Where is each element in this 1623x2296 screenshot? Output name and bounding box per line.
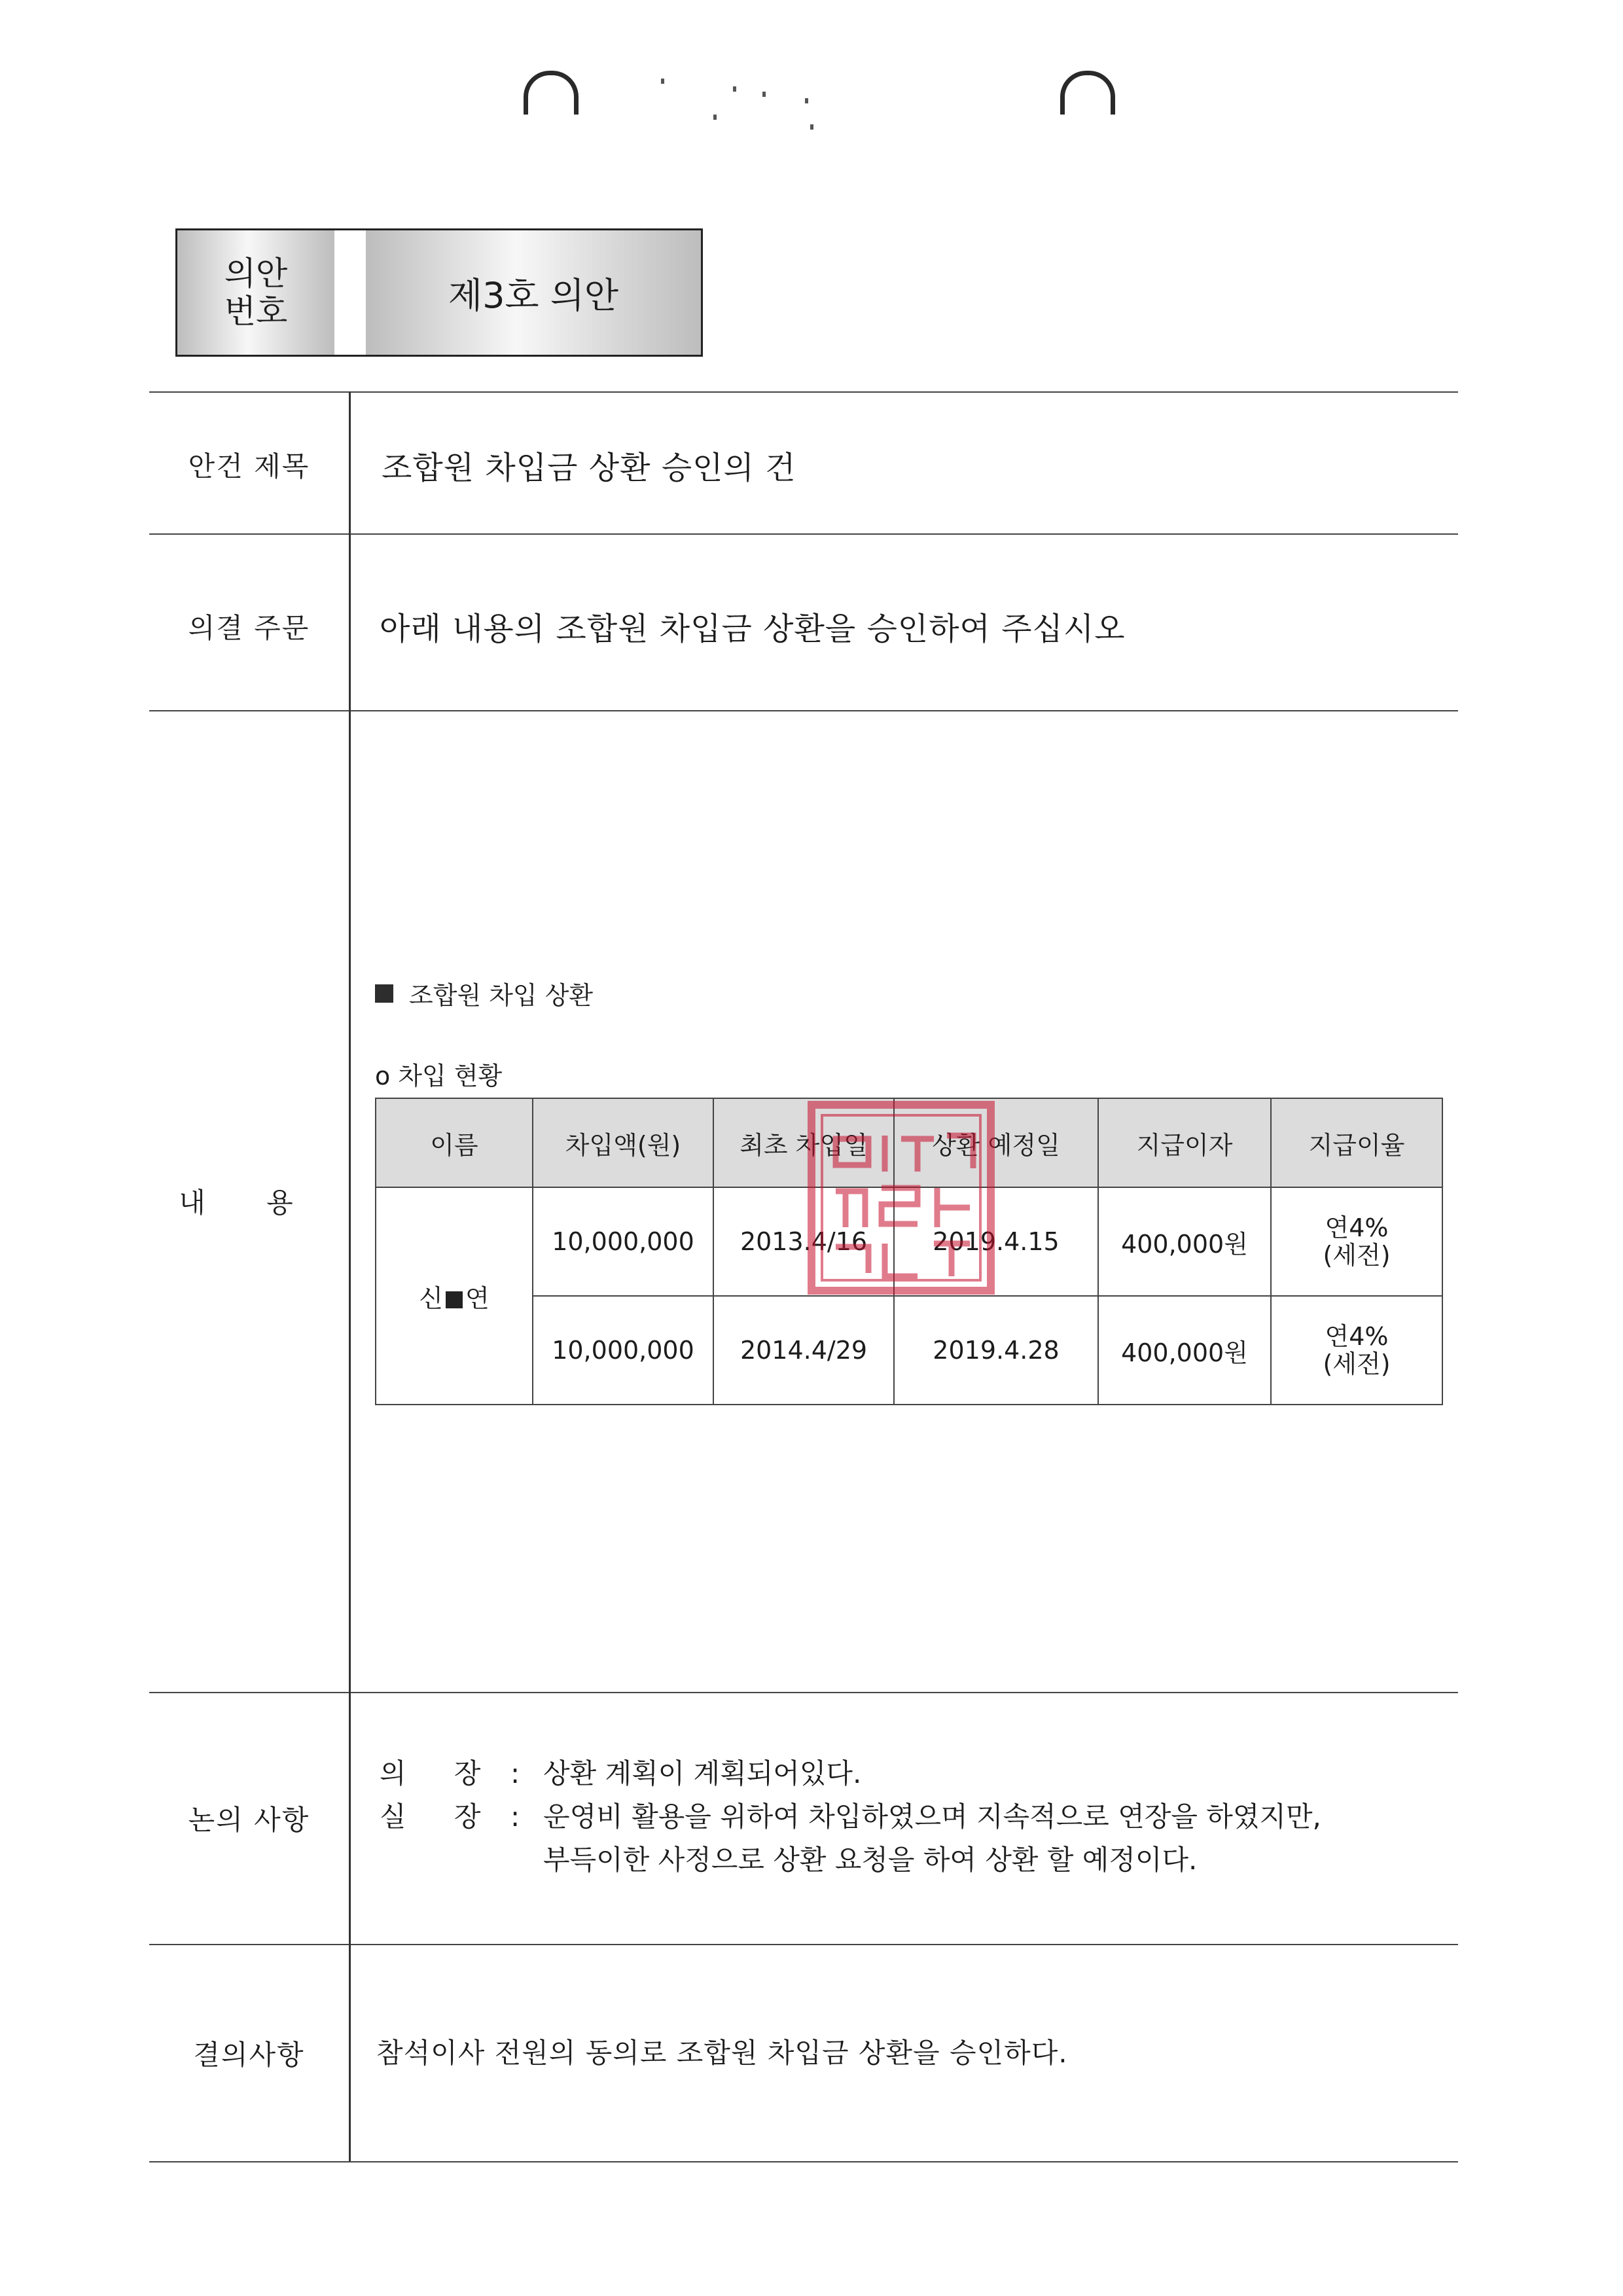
borrower-name-cell xyxy=(376,1187,533,1405)
discussion-text: 운영비 활용을 위하여 차입하였으며 지속적으로 연장을 하였지만, xyxy=(543,1801,1321,1833)
square-bullet-icon xyxy=(375,984,393,1003)
decision-row-label: 결의사항 xyxy=(193,2039,305,2071)
first-date-cell: 2013.4/16 xyxy=(713,1187,894,1296)
table-row xyxy=(376,1187,1442,1296)
table-header-row xyxy=(376,1098,1442,1187)
amount-cell: 10,000,000 xyxy=(533,1296,713,1405)
discussion-row-label: 논의 사항 xyxy=(188,1804,310,1836)
first-date-cell: 2014.4/29 xyxy=(713,1296,894,1405)
punch-hole-left xyxy=(524,71,579,115)
loan-table xyxy=(375,1098,1443,1405)
label-column-divider xyxy=(349,391,351,2161)
scan-speck xyxy=(762,92,766,97)
section-title xyxy=(375,975,593,1011)
scan-speck xyxy=(661,79,664,84)
punch-hole-right xyxy=(1060,71,1115,115)
table-row xyxy=(376,1296,1442,1405)
divider xyxy=(149,710,1458,711)
borrower-name-prefix: 신 xyxy=(419,1283,443,1313)
divider xyxy=(149,533,1458,535)
header-due-date: 상환 예정일 xyxy=(894,1098,1098,1187)
amount-cell: 10,000,000 xyxy=(533,1187,713,1296)
discussion-line xyxy=(380,1795,1321,1839)
divider xyxy=(149,2161,1458,2162)
interest-cell: 400,000원 xyxy=(1098,1187,1271,1296)
discussion-text: 부득이한 사정으로 상환 요청을 하여 상환 할 예정이다. xyxy=(543,1844,1198,1876)
scan-speck xyxy=(713,115,717,120)
discussion-colon: : xyxy=(510,1801,520,1833)
discussion-speaker: 실 장 xyxy=(380,1801,501,1833)
scan-speck xyxy=(805,98,808,103)
title-row-label: 안건 제목 xyxy=(188,450,310,482)
due-date-cell: 2019.4.28 xyxy=(894,1296,1098,1405)
header-rate: 지급이율 xyxy=(1271,1098,1442,1187)
discussion-speaker: 의 장 xyxy=(380,1757,501,1789)
scan-speck xyxy=(733,86,736,92)
rate-cell: 연4% (세전) xyxy=(1271,1296,1442,1405)
divider xyxy=(149,1944,1458,1945)
content-row-label: 내 용 xyxy=(179,1187,319,1219)
discussion-colon: : xyxy=(510,1757,520,1789)
divider xyxy=(149,391,1458,393)
resolution-row-label: 의결 주문 xyxy=(188,612,310,644)
agenda-number-label: 의안 번호 xyxy=(177,230,334,355)
discussion-line xyxy=(380,1839,1321,1882)
decision-text: 참석이사 전원의 동의로 조합원 차입금 상환을 승인하다. xyxy=(376,2037,1068,2069)
rate-cell: 연4% (세전) xyxy=(1271,1187,1442,1296)
redaction-mark xyxy=(446,1291,463,1308)
discussion-line xyxy=(380,1752,1321,1795)
header-name: 이름 xyxy=(376,1098,533,1187)
agenda-title: 조합원 차입금 상환 승인의 건 xyxy=(382,450,796,486)
due-date-cell: 2019.4.15 xyxy=(894,1187,1098,1296)
section-title-text: 조합원 차입 상환 xyxy=(409,981,594,1010)
agenda-number-box xyxy=(175,228,703,357)
header-amount: 차입액(원) xyxy=(533,1098,713,1187)
borrower-name-suffix: 연 xyxy=(465,1283,490,1313)
interest-cell: 400,000원 xyxy=(1098,1296,1271,1405)
resolution-request: 아래 내용의 조합원 차입금 상환을 승인하여 주십시오 xyxy=(380,611,1126,647)
divider xyxy=(149,1692,1458,1693)
scan-speck xyxy=(810,124,813,130)
header-first-date: 최초 차입일 xyxy=(713,1098,894,1187)
header-interest: 지급이자 xyxy=(1098,1098,1271,1187)
loan-status-subtitle: o 차입 현황 xyxy=(375,1062,503,1090)
discussion-block xyxy=(380,1752,1321,1882)
agenda-box-gap xyxy=(334,230,366,355)
agenda-number-value: 제3호 의안 xyxy=(366,230,701,355)
discussion-text: 상환 계획이 계획되어있다. xyxy=(543,1757,862,1789)
